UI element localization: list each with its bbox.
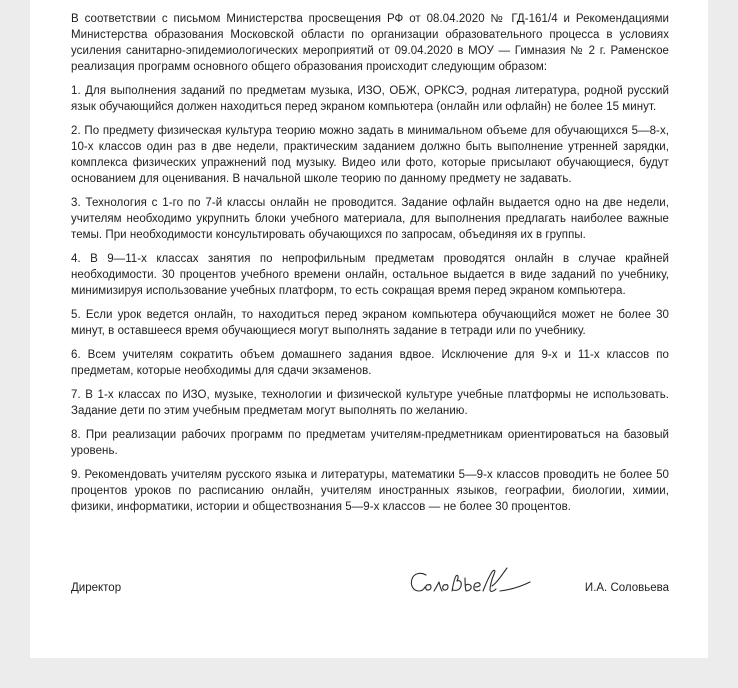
signer-role: Директор [71, 582, 122, 594]
item-paragraph-1: 1. Для выполнения заданий по предметам музыка, ИЗО, ОБЖ, ОРКСЭ, родная литература, родной русский язык обучающийся должен находиться перед экраном компьютера (онлайн или офлайн) не более 15 минут. [71, 85, 669, 113]
item-paragraph-2: 2. По предмету физическая культура теорию можно задать в минимальном объеме для обучающихся 5—8-х, 10-х классов один раз в две недели, практическим заданием должно быть выполнение утренней зарядки, комплекса физических упражнений под музыку. Видео или фото, которые присылают обучающиеся, будут основанием для оценивания. В начальной школе теорию по данному предмету не задавать. [71, 125, 669, 185]
document-page [30, 0, 708, 658]
item-paragraph-5: 5. Если урок ведется онлайн, то находиться перед экраном компьютера обучающийся может не более 30 минут, в оставшееся время обучающиеся могут выполнять задание в тетради или по учебнику. [71, 309, 669, 337]
signer-name: И.А. Соловьева [584, 582, 669, 594]
signature-block [71, 568, 669, 608]
item-paragraph-7: 7. В 1-х классах по ИЗО, музыке, технологии и физической культуре учебные платформы не использовать. Задание дети по этим учебным предметам могут выполнять по желанию. [71, 389, 669, 417]
item-paragraph-3: 3. Технология с 1-го по 7-й классы онлайн не проводится. Задание офлайн выдается одно на две недели, учителям необходимо укрупнить блоки учебного материала, для выполнения предлагать наиболее важные темы. При необходимости консультировать обучающихся по запросам, объединяя их в группы. [71, 197, 669, 241]
item-paragraph-6: 6. Всем учителям сократить объем домашнего задания вдвое. Исключение для 9-х и 11-х классов по предметам, которые необходимы для сдачи экзаменов. [71, 349, 669, 377]
item-paragraph-8: 8. При реализации рабочих программ по предметам учителям-предметникам ориентироваться на базовый уровень. [71, 429, 669, 457]
item-paragraph-4: 4. В 9—11-х классах занятия по непрофильным предметам проводятся онлайн в случае крайней необходимости. 30 процентов учебного времени онлайн, остальное выдается в виде заданий по учебнику, минимизируя использование учебных платформ, то есть сокращая время перед экраном компьютера. [71, 253, 669, 297]
item-paragraph-9: 9. Рекомендовать учителям русского языка и литературы, математики 5—9-х классов проводить не более 50 процентов уроков по расписанию онлайн, учителям иностранных языков, географии, биологии, химии, физики, информатики, истории и обществознания 5—9-х классов — не более 30 процентов. [71, 469, 669, 513]
handwritten-signature [408, 564, 534, 604]
document-body [71, 11, 669, 523]
intro-paragraph: В соответствии с письмом Министерства просвещения РФ от 08.04.2020 № ГД-161/4 и Рекомендациями Министерства образования Московской области по организации образовательного процесса в условиях усиления санитарно-эпидемиологических мероприятий от 09.04.2020 в МОУ — Гимназия № 2 г. Раменское реализация программ основного общего образования происходит следующим образом: [71, 13, 669, 73]
